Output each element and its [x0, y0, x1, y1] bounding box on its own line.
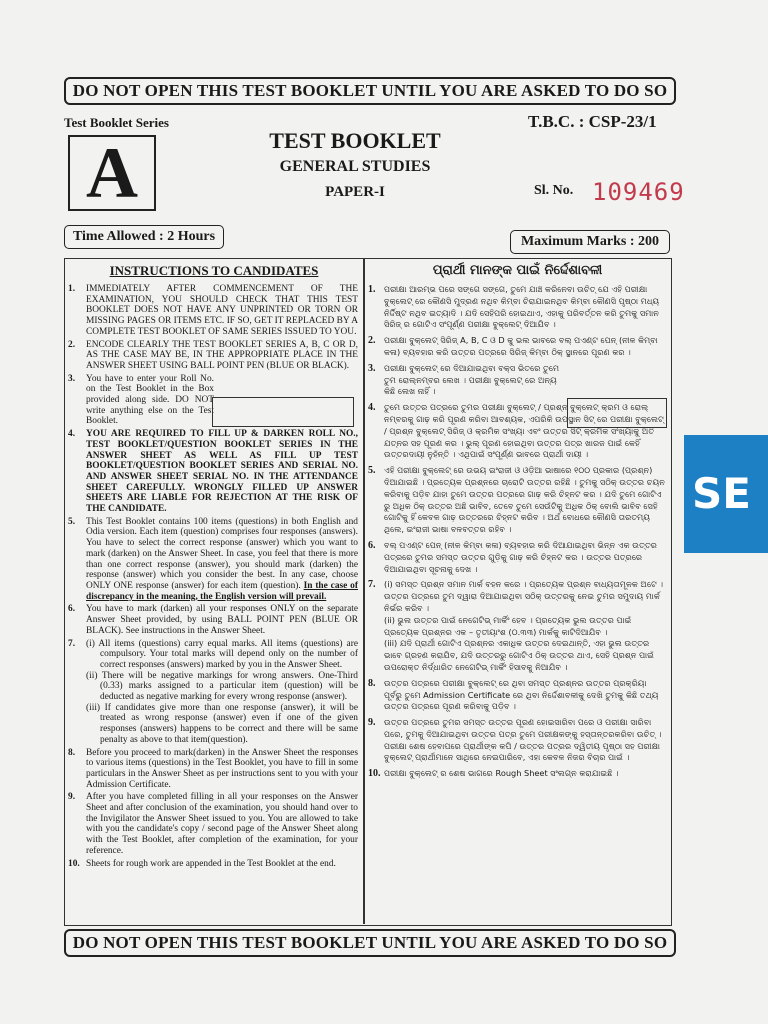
- list-item: 4. ତୁମେ ଉତ୍ତର ପତ୍ରରେ ତୁମର ପରୀକ୍ଷା ବୁକ୍‌ଲେଟ୍ / ପ୍ରଶ୍ନ ବୁକ୍‌ଲେଟ୍ କ୍ରମ ଓ ରୋଲ୍ ନମ୍ବରକୁ ଗାଢ଼ କରି ପୂରଣ କରିବା ଆବଶ୍ୟକ, ଏପରିକି ଉପସ୍ଥାନ ସିଟ୍ ରେ ପରୀକ୍ଷା ବୁକ୍‌ଲେଟ୍ / ପ୍ରଶ୍ନ ବୁକ୍‌ଲେଟ୍ ସିରିଜ୍ ଓ କ୍ରମିକ ସଂଖ୍ୟା ଏବଂ ଉତ୍ତର ସିଟ୍ କ୍ରମିକ ସଂଖ୍ୟାକୁ ଅତି ଯତ୍ନର ସହ ପୂରଣ କର । ଭୁଲ୍ ପୂରଣ ହୋଇଥିବା ଉତ୍ତର ପତ୍ର ଖାରଜ ପାଇଁ କେହିଁ ଉତ୍ତରଦାୟୀ ନୁହଁନ୍ତି । ଏଥିପାଇଁ ସଂପୂର୍ଣ୍ଣ ଭାବରେ ପ୍ରାର୍ଥୀ ଦାୟୀ ।: [368, 402, 664, 460]
- serial-number-value: 109469: [592, 178, 685, 206]
- list-item: 2. ପରୀକ୍ଷା ବୁକ୍‌ଲେଟ୍ ସିରିଜ୍ A, B, C ଓ D କୁ ଭଲ ଭାବରେ ବଲ୍ ପଏଣ୍ଟ ପେନ୍ (ନୀଳ କିମ୍ବା କଳା) ବ୍ୟବହାର କରି ଉତ୍ତର ପତ୍ରରେ ସିରିଜ୍ କିମ୍ବା ଠିକ୍ ସ୍ଥାନରେ ପୂରଣ କର ।: [368, 335, 658, 357]
- top-warning-banner: DO NOT OPEN THIS TEST BOOKLET UNTIL YOU ARE ASKED TO DO SO: [64, 77, 676, 105]
- list-item: 7. (i) All items (questions) carry equal marks. All items (questions) are compulsory. Your total marks will depend only on the number of correct responses (answers) marked by you in the Answer Sheet. (ii) There will be negative markings for wrong answers. One-Third (0.33) marks assigned to a particular item (question) will be deducted as negative marking for every wrong response (answer). (iii) If candidates give more than one response (answer), it will be treated as wrong response (answer) even if one of the given responses (answers) happens to be correct and there will be same penalty as above to that item(question).: [68, 638, 358, 745]
- paper-title: PAPER-I: [325, 184, 385, 200]
- series-label: Test Booklet Series: [64, 115, 169, 130]
- list-item: 8. Before you proceed to mark(darken) in the Answer Sheet the responses to various items (questions) in the Test Booklet, you have to fill in some particulars in the Answer Sheet as per instructions sent to you with your Admission Certificate.: [68, 747, 358, 790]
- list-item: 6. ବଲ୍ ପଏଣ୍ଟ ପେନ୍ (ନୀଳ କିମ୍ବା କଳା) ବ୍ୟବହାର କରି ଦିଆଯାଇଥିବା ଭିନ୍ନ ଏକ ଉତ୍ତର ପତ୍ରରେ ତୁମର ସମସ୍ତ ଉତ୍ତର ଗୁଡ଼ିକୁ ଗାଢ଼ କରି ଚିହ୍ନଟ କର । ଉତ୍ତର ପତ୍ରରେ ଦିଆଯାଇଥିବା ସୂଚନାକୁ ଦେଖ ।: [368, 539, 657, 574]
- side-tab[interactable]: SE: [684, 435, 768, 553]
- list-item: 3. You have to enter your Roll No. on the Test Booklet in the Box provided along side. DO NOT write anything else on the Test Booklet.: [68, 373, 214, 427]
- list-item: 6. You have to mark (darken) all your responses ONLY on the separate Answer Sheet provided, by using BALL POINT PEN (BLUE OR BLACK). See instructions in the Answer Sheet.: [68, 604, 358, 636]
- list-item: 10. ପରୀକ୍ଷା ବୁକ୍‌ଲେଟ୍ ର ଶେଷ ଭାଗରେ Rough Sheet ସଂଲଗ୍ନ କରାଯାଇଛି ।: [368, 768, 619, 780]
- time-allowed-badge: Time Allowed : 2 Hours: [64, 225, 224, 249]
- roll-number-box[interactable]: [212, 397, 354, 427]
- list-item: 5. This Test Booklet contains 100 items (questions) in both English and Odia version. Each item (question) comprises four responses (answers). You have to select the correct response (answer) which you want to mark (darken) on the Answer Sheet. In case, you feel that there is more than one correct response (answer), you should mark (darken) the response (answer) which you consider the best. In any case, choose ONLY ONE response (answer) for each item (question). In the case of discrepancy in the meaning, the English version will prevail.: [68, 516, 358, 602]
- list-item: 10. Sheets for rough work are appended in the Test Booklet at the end.: [68, 858, 336, 869]
- subject-title: GENERAL STUDIES: [279, 158, 431, 175]
- list-item: 2. ENCODE CLEARLY THE TEST BOOKLET SERIES A, B, C OR D, AS THE CASE MAY BE, IN THE APPROPRIATE PLACE IN THE ANSWER SHEET USING BALL POINT PEN (BLUE OR BLACK).: [68, 339, 358, 371]
- discrepancy-note: In the case of discrepancy in the meaning, the English version will prevail.: [86, 580, 358, 602]
- tbc-code: T.B.C. : CSP-23/1: [528, 112, 657, 131]
- serial-number-label: Sl. No.: [534, 183, 574, 198]
- list-item: 7. (i) ସମସ୍ତ ପ୍ରଶ୍ନ ସମାନ ମାର୍କ ବହନ କରେ । ପ୍ରତ୍ୟେକ ପ୍ରଶ୍ନ ବାଧ୍ୟତାମୂଳକ ଅଟେ । ଉତ୍ତର ପତ୍ରରେ ତୁମ ଦ୍ୱାରା ଦିଆଯାଇଥିବା ସଠିକ୍ ଉତ୍ତରକୁ ନେଇ ତୁମର ସମୁଦାୟ ମାର୍କ ନିର୍ଭର କରିବ । (ii) ଭୁଲ ଉତ୍ତର ପାଇଁ ନେଗେଟିଭ୍ ମାର୍କିଂ ହେବ । ପ୍ରତ୍ୟେକ ଭୁଲ ଉତ୍ତର ପାଇଁ ପ୍ରତ୍ୟେକ ପ୍ରଶ୍ନର ଏକ – ତୃତୀୟାଂଶ (୦.୩୩) ମାର୍କକୁ କାଟିଦିଆଯିବ । (iii) ଯଦି ପ୍ରାର୍ଥୀ ଗୋଟିଏ ପ୍ରଶ୍ନର ଏକାଧିକ ଉତ୍ତର ଦେଇଥାନ୍ତି, ଏହା ଭୁଲ ଉତ୍ତର ଭାବେ ଗ୍ରହଣ କରାଯିବ, ଯଦି ଉତ୍ତରରୁ ଗୋଟିଏ ଠିକ୍ ଉତ୍ତର ଥାଏ, ସେହି ପ୍ରଶ୍ନ ପାଇଁ ଉପରୋକ୍ତ ନିର୍ଦ୍ଧାରିତ ନେଗେଟିଭ୍ ମାର୍କିଂ ହିସାବକୁ ନିଆଯିବ ।: [368, 579, 664, 672]
- odia-instructions-list: [368, 284, 666, 784]
- list-item: 5. ଏହି ପରୀକ୍ଷା ବୁକ୍‌ଲେଟ୍ ରେ ଉଭୟ ଇଂରାଜୀ ଓ ଓଡ଼ିଆ ଭାଷାରେ ୧୦୦ ପ୍ରକାର (ପ୍ରଶ୍ନ) ଦିଆଯାଇଛି । ପ୍ରତ୍ୟେକ ପ୍ରଶ୍ନରେ ଚାରୋଟି ଉତ୍ତର ରହିଛି । ତୁମକୁ ସଠିକ୍ ଉତ୍ତର ଚୟନ କରିବାକୁ ପଡ଼ିବ ଯାହା ତୁମେ ଉତ୍ତର ପତ୍ରରେ ଗାଢ଼ କରି ଚିହ୍ନଟ କର । ଯଦି ତୁମେ ଗୋଟିଏ ରୁ ଅଧିକ ଠିକ୍ ଉତ୍ତର ଅଛି ଭାବିବ, ତେବେ ତୁମେ ସେଉଁଟିକୁ ଅଧିକ ଠିକ୍ ବୋଲି ଭାବିବ ସେହି ଗୋଟିକୁ ହିଁ କେବଳ ଗାଢ଼ ଉତ୍ତରରେ ଚିହ୍ନଟ କରିବ । ଅର୍ଥ ବୋଧରେ କୌଣସି ତାରତମ୍ୟ ଥିଲେ, ଇଂରାଜୀ ଭାଷା ବଳବତ୍ତର ରହିବ ।: [368, 465, 665, 535]
- series-letter-box: A: [68, 135, 156, 211]
- list-item: 9. After you have completed filling in all your responses on the Answer Sheet and after conclusion of the examination, you should hand over to the Invigilator the Answer Sheet issued to you. You are allowed to take with you the candidate's copy / second page of the Answer Sheet along with the Test Booklet, after completion of the examination, for your reference.: [68, 792, 358, 856]
- bottom-warning-banner: DO NOT OPEN THIS TEST BOOKLET UNTIL YOU ARE ASKED TO DO SO: [64, 929, 676, 957]
- list-item: 1. ପରୀକ୍ଷା ଆରମ୍ଭ ପରେ ସଙ୍ଗେ ସଙ୍ଗେ, ତୁମେ ଯାଞ୍ଚ କରିନେବା ଉଚିତ୍ ଯେ ଏହି ପରୀକ୍ଷା ବୁକ୍‌ଲେଟ୍ ରେ କୌଣସି ମୁଦ୍ରଣ ନଥିବ କିମ୍ବା ଚିରାଯାଇନଥିବ କିମ୍ବା କୌଣସି ପୃଷ୍ଠା ମଧ୍ୟ ନିର୍ଦ୍ଦିଷ୍ଟ ନଥିବ ଇତ୍ୟାଦି । ଯଦି ସେହିପରି ହୋଇଥାଏ, ଏହାକୁ ପରିବର୍ତ୍ତନ କରି ତୁମକୁ ସମାନ ସିରିଜ୍ ର ଗୋଟିଏ ସଂପୂର୍ଣ୍ଣ ପରୀକ୍ଷା ବୁକ୍‌ଲେଟ୍ ଦିଆଯିବ ।: [368, 284, 660, 330]
- english-instructions-list: [64, 284, 358, 871]
- booklet-title: TEST BOOKLET: [269, 128, 441, 153]
- max-marks-badge: Maximum Marks : 200: [510, 230, 670, 254]
- list-item: 3. ପରୀକ୍ଷା ବୁକ୍‌ଲେଟ୍ ରେ ଦିଆଯାଇଥିବା ବକ୍ସ ଭିତରେ ତୁମେ ତୁମ ରୋଲ୍‌ନମ୍ବର ଲେଖ । ପରୀକ୍ଷା ବୁକ୍‌ଲେଟ୍ ରେ ଅନ୍ୟ କିଛି ଲେଖ ନାହିଁ ।: [368, 362, 560, 397]
- list-item: 8. ଉତ୍ତର ପତ୍ରରେ ପରୀକ୍ଷା ବୁକ୍‌ଲେଟ୍ ରେ ଥିବା ସମସ୍ତ ପ୍ରଶ୍ନର ଉତ୍ତର ପ୍ରକ୍ରିୟା ପୂର୍ବରୁ ତୁମେ Admission Certificate ରେ ଥିବା ନିର୍ଦ୍ଦେଶାବଳୀକୁ ଦେଖି ତୁମକୁ କିଛି ତଥ୍ୟ ଉତ୍ତର ପତ୍ରରେ ପୂରଣ କରିବାକୁ ପଡ଼ିବ ।: [368, 677, 659, 712]
- roll-number-box-odia[interactable]: [567, 398, 667, 428]
- list-item: 1. IMMEDIATELY AFTER COMMENCEMENT OF THE EXAMINATION, YOU SHOULD CHECK THAT THIS TEST BOOKLET DOES NOT HAVE ANY UNPRINTED OR TORN OR MISSING PAGES OR ITEMS ETC. IF SO, GET IT REPLACED BY A COMPLETE TEST BOOKLET OF SAME SERIES ISSUED TO YOU.: [68, 284, 358, 337]
- list-item: 4. YOU ARE REQUIRED TO FILL UP & DARKEN ROLL NO., TEST BOOKLET/QUESTION BOOKLET SERIES IN THE ANSWER SHEET AS WELL AS FILL UP TEST BOOKLET/QUESTION BOOKLET SERIES AND SERIAL NO. AND ANSWER SHEET SERIAL NO. IN THE ATTENDANCE SHEET CAREFULLY. WRONGLY FILLED UP ANSWER SHEETS ARE LIABLE FOR REJECTION AT THE RISK OF THE CANDIDATE.: [68, 429, 358, 515]
- english-instructions-heading: INSTRUCTIONS TO CANDIDATES: [109, 263, 319, 278]
- odia-instructions-heading: ପ୍ରାର୍ଥୀ ମାନଙ୍କ ପାଇଁ ନିର୍ଦ୍ଦେଶାବଳୀ: [432, 263, 603, 278]
- column-divider: [363, 258, 365, 924]
- list-item: 9. ଉତ୍ତର ପତ୍ରରେ ତୁମର ସମସ୍ତ ଉତ୍ତର ପୂରଣ ହୋଇସାରିବା ପରେ ଓ ପରୀକ୍ଷା ସାରିବା ପରେ, ତୁମକୁ ଦିଆଯାଇଥିବା ଉତ୍ତର ପତ୍ର ତୁମେ ପରୀକ୍ଷକଙ୍କୁ ହସ୍ତାନ୍ତରକରିବା ଉଚିତ୍ । ପରୀକ୍ଷା ଶେଷ ହେବାପରେ ପ୍ରାର୍ଥୀଙ୍କ କପି / ଉତ୍ତର ପତ୍ରର ଦ୍ୱିତୀୟ ପୃଷ୍ଠା ସହ ପରୀକ୍ଷା ବୁକ୍‌ଲେଟ୍ ପ୍ରାର୍ଥୀମାନେ ସାଥିରେ ନେଇପାରିବେ, ଏହା କେବଳ ନିଜର ବିଚାର ପାଇଁ ।: [368, 717, 662, 763]
